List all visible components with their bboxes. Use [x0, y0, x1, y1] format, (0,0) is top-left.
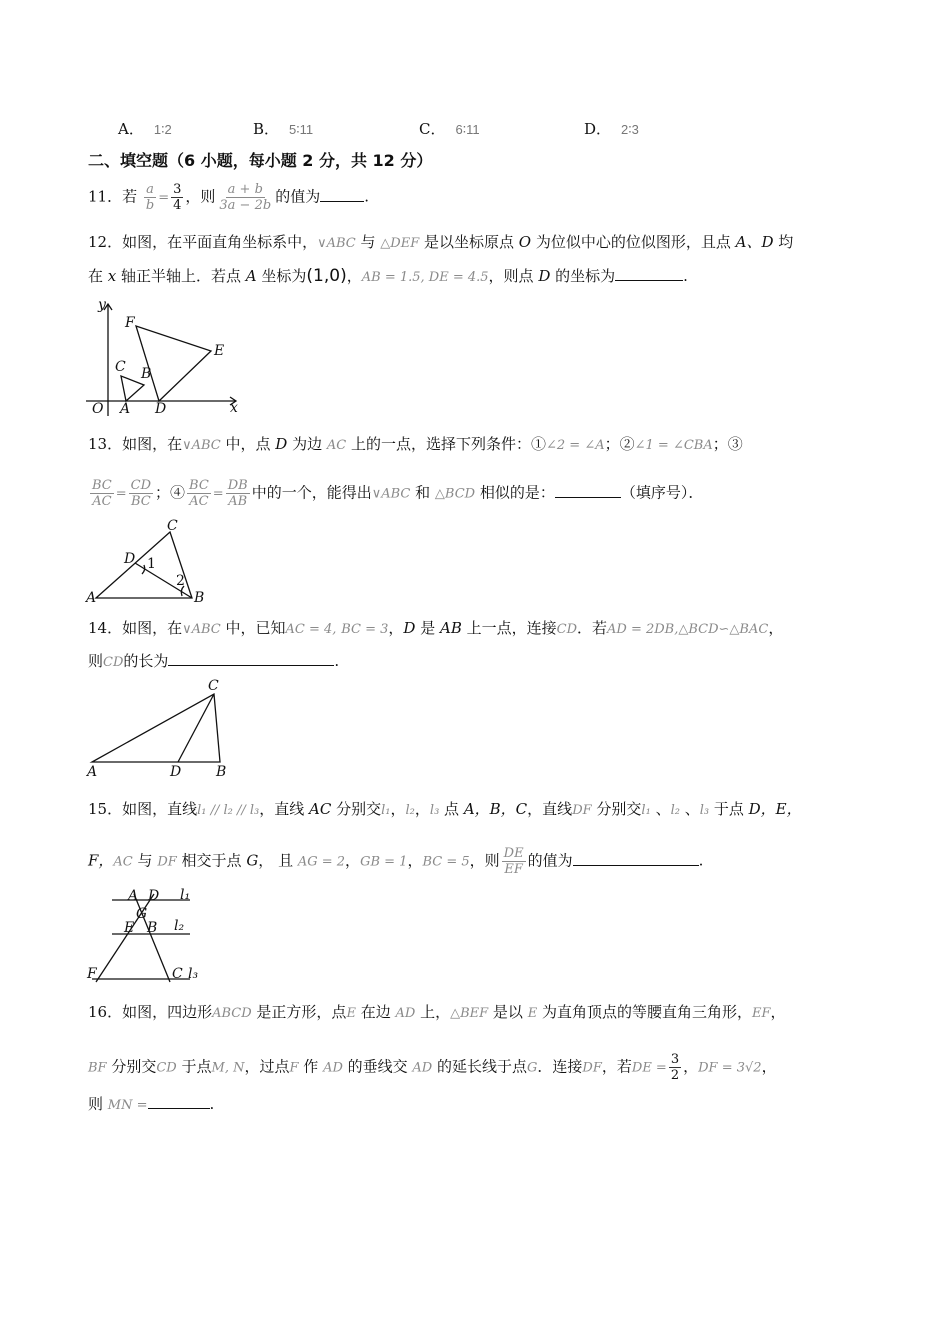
answer-blank-11 — [320, 187, 364, 202]
answer-blank-15 — [573, 851, 699, 866]
question-14-line-2: 则CD的长为 . — [88, 652, 340, 670]
label-g-15: G — [136, 906, 148, 922]
label-d: D — [155, 401, 167, 417]
answer-blank-14 — [168, 651, 334, 666]
answer-blank-16 — [148, 1094, 210, 1109]
figure-13 — [84, 518, 214, 606]
label-a-14: A — [87, 764, 98, 780]
answer-blank-13 — [555, 483, 621, 498]
question-11: 11．若 $\frac{a}{b}$ = $\frac{3}{4}$ ，则 $\frac{a + b}{3a - 2b}$ 的值为 . — [88, 182, 369, 213]
label-a: A — [120, 401, 131, 417]
section-title: 二、填空题（6 小题，每小题 2 分，共 12 分） — [88, 151, 433, 170]
label-d-13: D — [124, 551, 136, 567]
question-12-line-1: 12．如图，在平面直角坐标系中，∨ABC 与 △DEF 是以坐标原点 O 为位似中心的位似图形，且点 A、D 均 — [88, 233, 794, 251]
label-angle-1: 1 — [147, 556, 156, 572]
label-l3: l₃ — [188, 966, 199, 982]
question-13-line-2: $\frac{BC}{AC}$ = $\frac{CD}{BC}$ ；④ $\frac{BC}{AC}$ = $\frac{DB}{AB}$ 中的一个，能得出∨ABC 和 △BCD 相似的是： （填序号）． — [92, 478, 704, 509]
label-b-13: B — [194, 590, 205, 606]
label-y: y — [98, 297, 106, 313]
figure-15 — [84, 884, 204, 984]
triangle-def — [136, 326, 211, 401]
label-b: B — [141, 366, 152, 382]
figure-12 — [86, 296, 246, 418]
option-d: D． 2∶3 — [584, 120, 639, 138]
label-a-13: A — [86, 590, 97, 606]
question-13-line-1: 13．如图，在∨ABC 中，点 D 为边 AC 上的一点，选择下列条件：①∠2 = ∠A；②∠1 = ∠CBA；③ — [88, 435, 743, 453]
question-14-line-1: 14．如图，在∨ABC 中，已知AC = 4, BC = 3，D 是 AB 上一点，连接CD．若AD = 2DB,△BCD∽△BAC， — [88, 619, 784, 637]
label-angle-2: 2 — [176, 573, 185, 589]
label-c-15: C — [172, 966, 183, 982]
label-a-15: A — [128, 888, 139, 904]
label-e-15: E — [124, 920, 135, 936]
option-c: C． 6∶11 — [419, 120, 480, 138]
question-15-line-2: F，AC 与 DF 相交于点 G， 且 AG = 2，GB = 1，BC = 5，则 $\frac{DE}{EF}$ 的值为 . — [88, 846, 704, 877]
question-16-line-1: 16．如图，四边形ABCD 是正方形，点E 在边 AD 上，△BEF 是以 E 为直角顶点的等腰直角三角形，EF， — [88, 1003, 786, 1021]
question-12-line-2: 在 x 轴正半轴上．若点 A 坐标为(1,0)，AB = 1.5, DE = 4.5，则点 D 的坐标为 . — [88, 266, 688, 286]
label-d-14: D — [170, 764, 182, 780]
question-16-line-2: BF 分别交CD 于点M, N，过点F 作 AD 的垂线交 AD 的延长线于点G．连接DF，若DE = $\frac{3}{2}$ ，DF = 3√2， — [88, 1052, 777, 1083]
question-15-line-1: 15．如图，直线l₁ // l₂ // l₃，直线 AC 分别交l₁，l₂，l₃ 点 A，B，C，直线DF 分别交l₁ 、l₂ 、l₃ 于点 D，E， — [88, 800, 802, 818]
label-c: C — [115, 359, 126, 375]
label-b-14: B — [216, 764, 227, 780]
label-f: F — [125, 315, 135, 331]
label-l2: l₂ — [174, 918, 185, 934]
label-f-15: F — [87, 966, 97, 982]
triangle-abc-14 — [92, 694, 220, 762]
label-b-15: B — [147, 920, 158, 936]
label-d-15: D — [148, 888, 160, 904]
option-a: A． 1∶2 — [118, 120, 172, 138]
label-x: x — [230, 400, 238, 416]
label-c-13: C — [167, 518, 178, 534]
figure-14 — [84, 678, 234, 780]
question-16-line-3: 则 MN = . — [88, 1095, 215, 1113]
label-c-14: C — [208, 678, 219, 694]
option-b: B． 5∶11 — [253, 120, 314, 138]
label-o: O — [92, 401, 104, 417]
label-l1: l₁ — [180, 887, 191, 903]
angle-1-arc — [142, 565, 145, 574]
label-e: E — [214, 343, 225, 359]
answer-blank-12 — [615, 266, 683, 281]
